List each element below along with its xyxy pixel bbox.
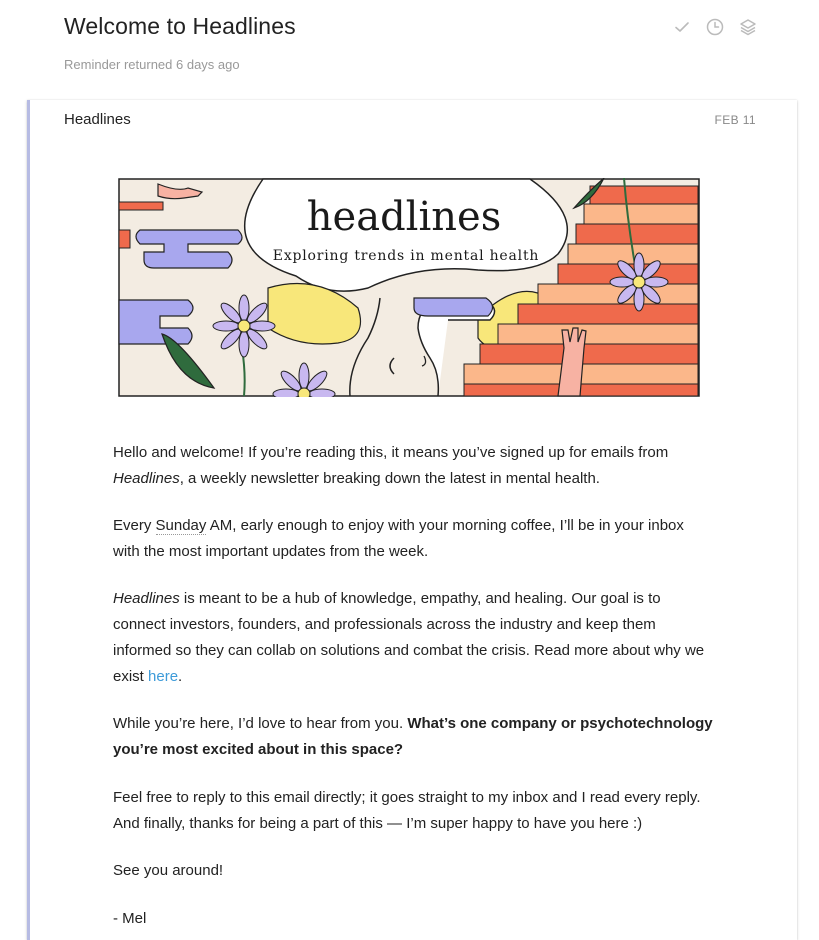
banner-title: headlines xyxy=(306,194,502,240)
move-to-button[interactable] xyxy=(738,17,758,37)
body-paragraph-1 xyxy=(113,440,713,492)
body-paragraph-3 xyxy=(113,586,713,690)
mark-done-button[interactable] xyxy=(672,17,692,37)
newsletter-name: Headlines xyxy=(113,590,180,607)
email-actions xyxy=(672,17,762,39)
date-highlight[interactable]: Sunday xyxy=(155,517,207,534)
question-text: What’s one company or psychotechnology you’re most excited about in this space? xyxy=(113,715,713,758)
body-paragraph-5: Feel free to reply to this email directly; it goes straight to my inbox and I read every reply. And finally, thanks for being a part of this — I’m super happy to have you here :) xyxy=(113,789,701,832)
banner-illustration xyxy=(118,178,700,397)
sender-name: Headlines xyxy=(64,111,131,128)
body-paragraph-2 xyxy=(113,513,713,565)
newsletter-banner xyxy=(118,178,700,397)
body-text: Every xyxy=(113,517,156,534)
body-text: , a weekly newsletter breaking down the latest in mental health. xyxy=(179,470,600,487)
body-text: . xyxy=(178,668,183,685)
newsletter-name: Headlines xyxy=(113,470,180,487)
here-link[interactable]: here xyxy=(148,668,179,685)
body-paragraph-6: See you around! xyxy=(113,862,224,879)
body-text: Hello and welcome! If you’re reading this, it means you’ve signed up for emails from xyxy=(113,444,669,461)
body-text: AM, early enough to enjoy with your morning coffee, I’ll be in your inbox with the most important updates from the week. xyxy=(113,517,684,560)
snooze-button[interactable] xyxy=(705,17,725,37)
clock-icon xyxy=(705,17,725,37)
body-paragraph-4 xyxy=(113,711,713,763)
body-text: is meant to be a hub of knowledge, empathy, and healing. Our goal is to connect investors, founders, and professionals across the industry and keep them informed so they can collab on solutions and combat the crisis. Read more about why we exist xyxy=(113,590,705,685)
body-text: While you’re here, I’d love to hear from you. xyxy=(113,715,408,732)
email-subject: Welcome to Headlines xyxy=(64,13,296,39)
signature: - Mel xyxy=(113,910,147,927)
reminder-status: Reminder returned 6 days ago xyxy=(64,57,240,72)
email-date: FEB 11 xyxy=(714,113,756,127)
check-icon xyxy=(672,17,692,37)
layers-icon xyxy=(738,17,758,37)
banner-subtitle: Exploring trends in mental health xyxy=(272,248,540,264)
